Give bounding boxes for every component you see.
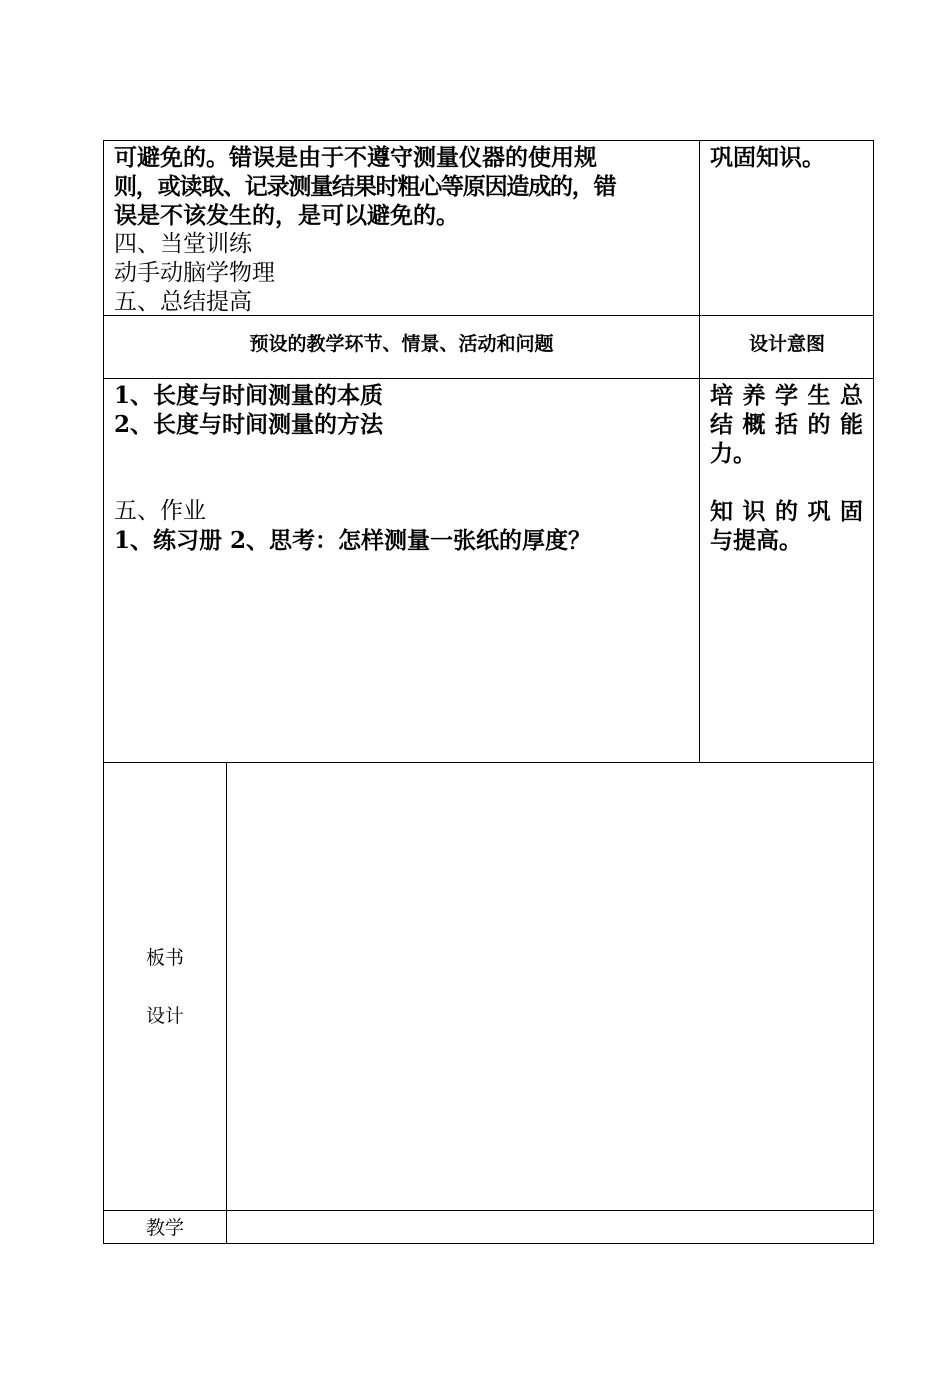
- row-divider-2: [103, 378, 874, 379]
- header-right-cell: [700, 329, 874, 356]
- justified-line: 结 概 括 的 能: [710, 411, 863, 438]
- justified-line: 知 识 的 巩 固: [710, 498, 863, 525]
- text-line: 可避免的。错误是由于不遵守测量仪器的使用规: [114, 144, 597, 171]
- text-line: 与提高。: [710, 527, 802, 554]
- justified-line: 培 养 学 生 总: [710, 382, 863, 409]
- row1-left-cell: [114, 143, 694, 317]
- text-line: 2、长度与时间测量的方法: [114, 411, 384, 438]
- text-line: 1、练习册 2、思考：怎样测量一张纸的厚度？: [114, 527, 592, 554]
- board-label-cell: [104, 944, 226, 1031]
- last-row-label: 教学: [145, 1217, 184, 1239]
- header-left-text: 预设的教学环节、情景、活动和问题: [249, 333, 554, 355]
- text-line: 动手动脑学物理: [114, 260, 275, 286]
- board-content-area: [227, 763, 873, 1210]
- section-heading: 五、作业: [114, 498, 206, 524]
- design-intent-text: 巩固知识。: [710, 144, 825, 171]
- section-heading: 五、总结提高: [114, 289, 252, 315]
- text-line: 则，或读取、记录测量结果时粗心等原因造成的，错: [114, 173, 616, 200]
- header-left-cell: [104, 329, 699, 356]
- last-row-content-area: [227, 1211, 873, 1243]
- text-line: 力。: [710, 440, 756, 467]
- board-label-1: 板书: [145, 947, 184, 969]
- section-heading: 四、当堂训练: [114, 231, 252, 257]
- board-label-2: 设计: [145, 1005, 184, 1027]
- col-divider-upper: [699, 140, 700, 763]
- row3-right-cell: [710, 381, 863, 555]
- text-line: 1、长度与时间测量的本质: [114, 382, 384, 409]
- row3-left-cell: [114, 381, 694, 555]
- last-row-label-cell: [104, 1213, 226, 1240]
- row1-right-cell: [710, 143, 865, 172]
- text-line: 误是不该发生的，是可以避免的。: [114, 202, 459, 229]
- header-right-text: 设计意图: [748, 333, 825, 355]
